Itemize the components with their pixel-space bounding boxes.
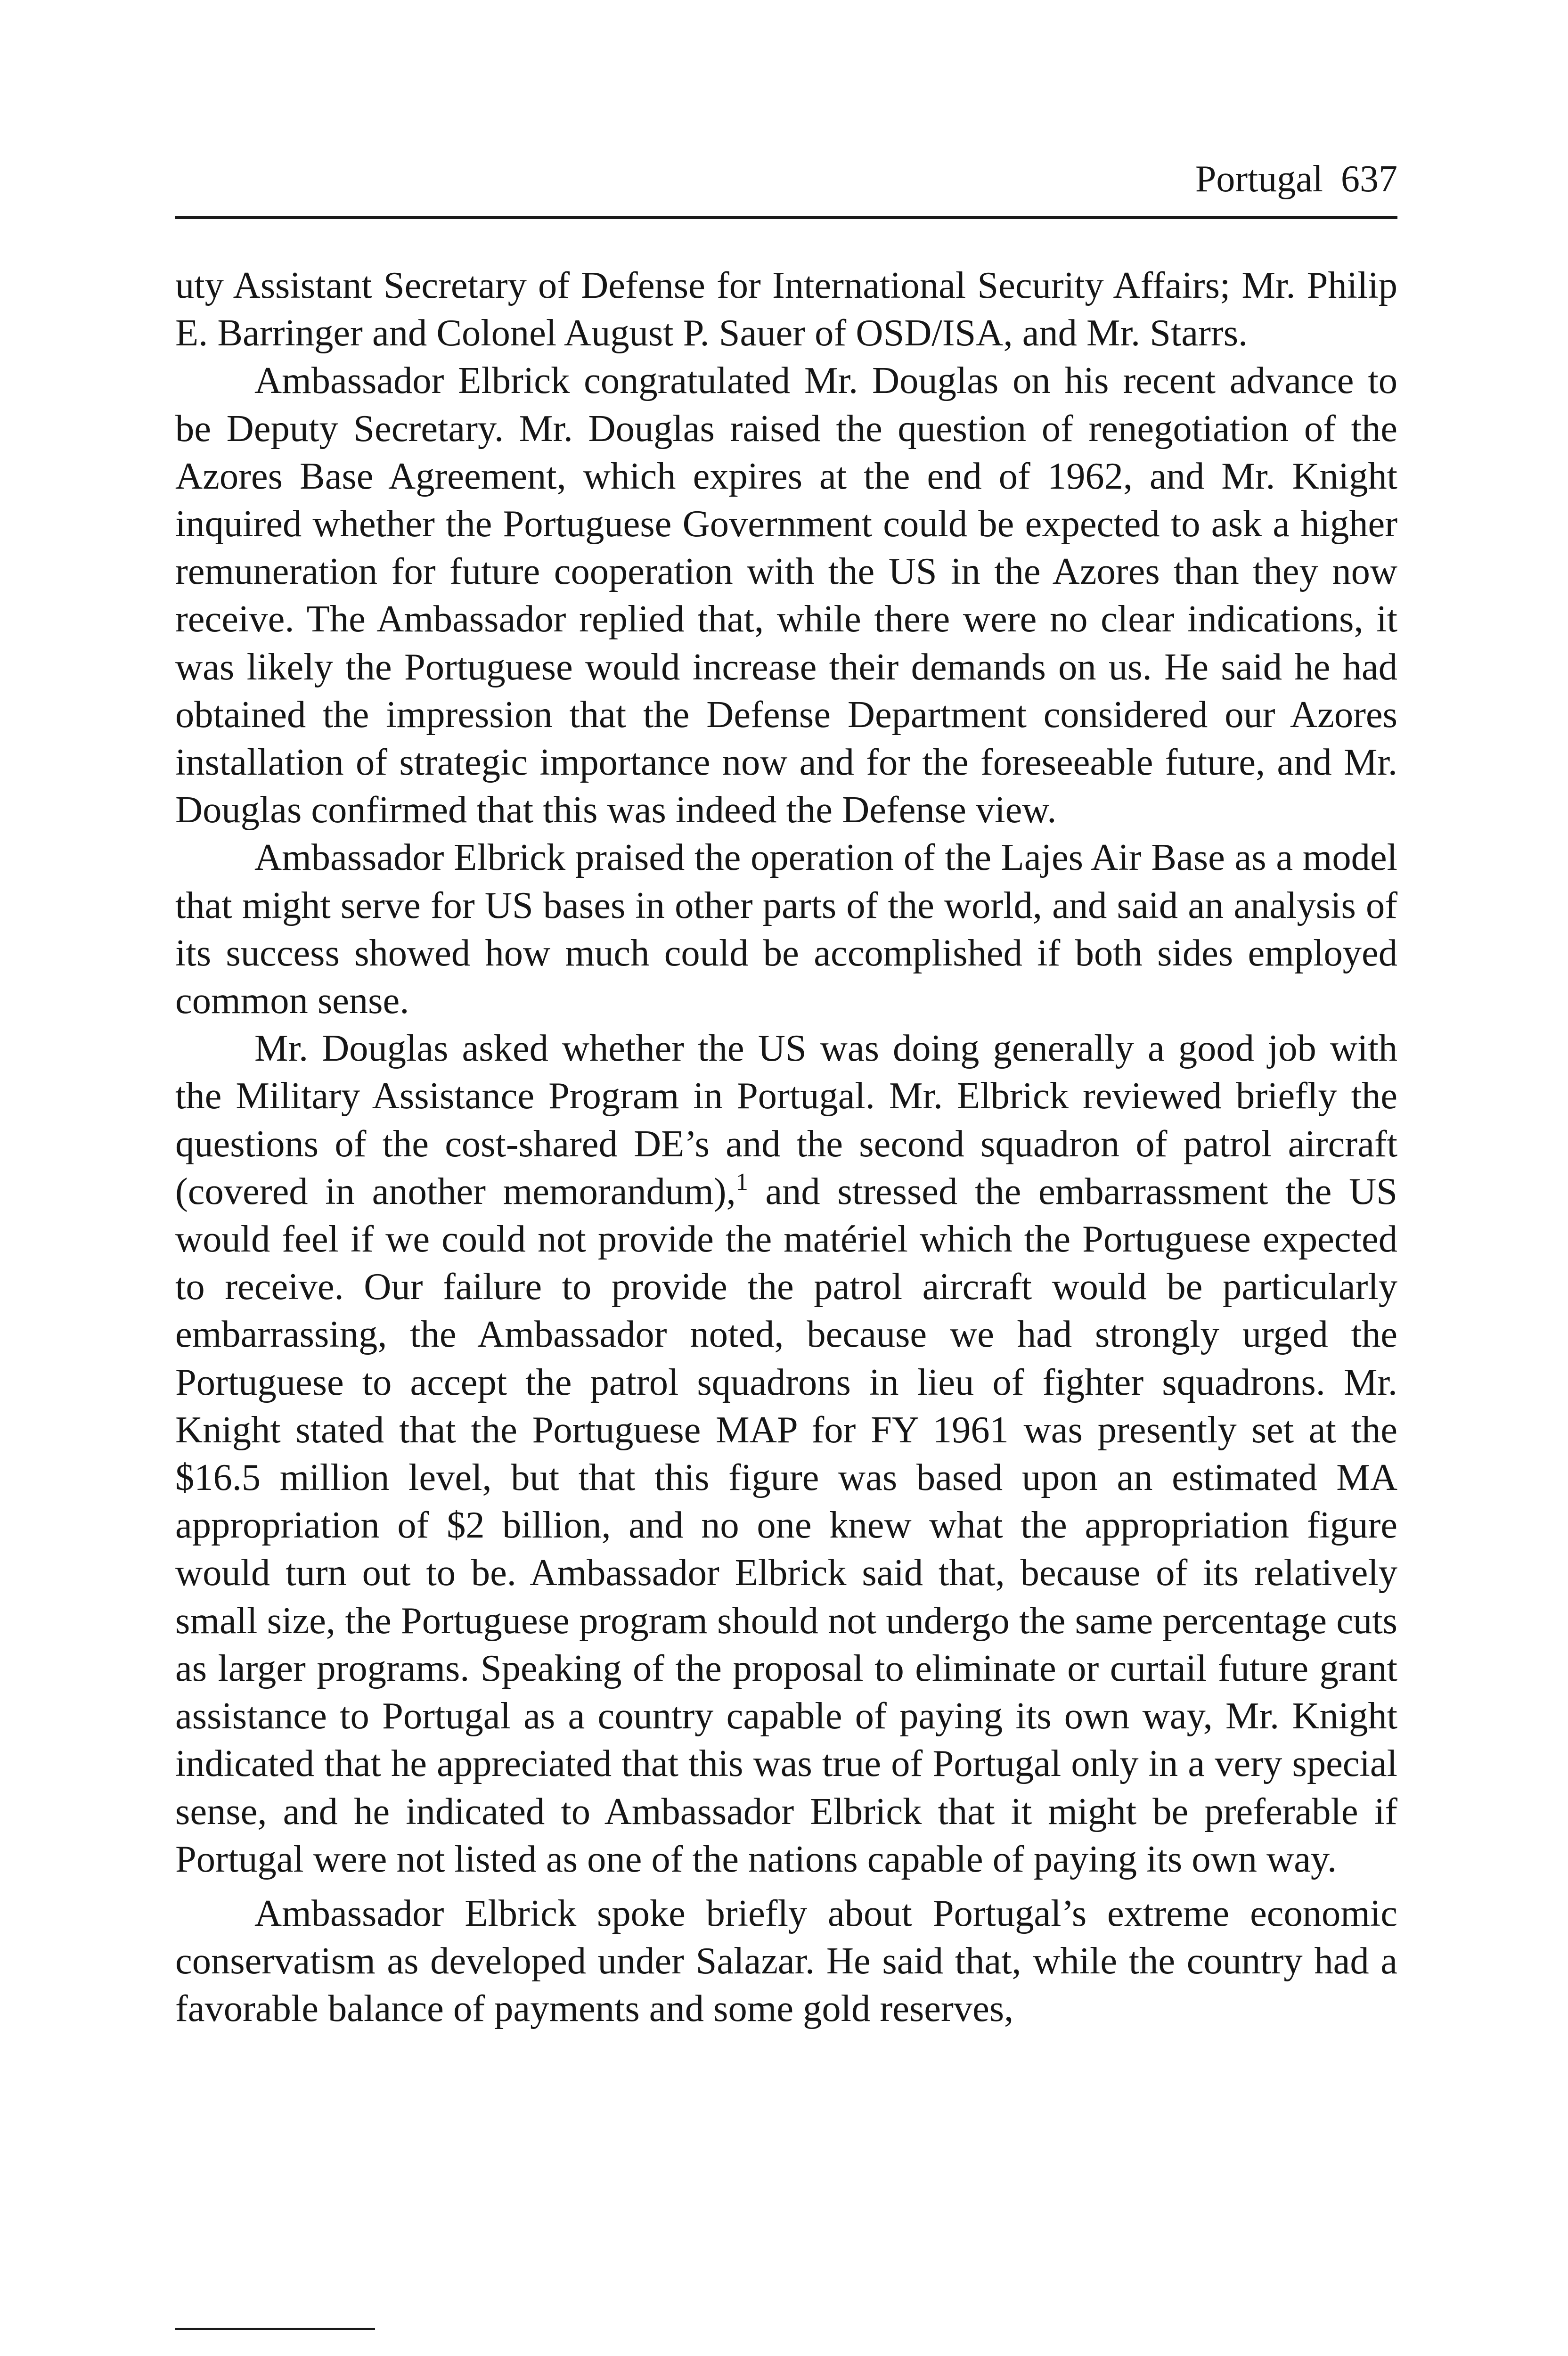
paragraph-4 bbox=[175, 1024, 1397, 1883]
document-page bbox=[175, 0, 1397, 2356]
paragraph-4-part-2: and stressed the embarrassment the US would feel if we could not provide the matériel which the Portuguese expected to receive. Our failure to provide the patrol aircraft would be particularly embarrassing, the Ambassador noted, because we had strongly urged the Portuguese to accept the patrol squadrons in lieu of fighter squadrons. Mr. Knight stated that the Portuguese MAP for FY 1961 was presently set at the $16.5 million level, but that this figure was based upon an estimated MA appropriation of $2 billion, and no one knew what the appropriation figure would turn out to be. Ambassador Elbrick said that, because of its relatively small size, the Portuguese program should not undergo the same percentage cuts as larger programs. Speaking of the proposal to eliminate or curtail future grant assistance to Portugal as a country capable of paying its own way, Mr. Knight indicated that he appreciated that this was true of Portugal only in a very special sense, and he indicated to Ambassador Elbrick that it might be preferable if Portugal were not listed as one of the nations capable of paying its own way. bbox=[175, 1170, 1397, 1880]
paragraph-5: Ambassador Elbrick spoke briefly about Portugal’s extreme economic conservatism as developed under Salazar. He said that, while the country had a favorable balance of payments and some gold reserves, bbox=[175, 1892, 1397, 2030]
footnote-rule bbox=[175, 2328, 375, 2330]
paragraph-2: Ambassador Elbrick congratulated Mr. Douglas on his recent advance to be Deputy Secretary. Mr. Douglas raised the question of renegotiation of the Azores Base Agreement, which expires at the end of 1962, and Mr. Knight inquired whether the Portuguese Government could be expected to ask a higher remuneration for future cooperation with the US in the Azores than they now receive. The Ambassador replied that, while there were no clear indications, it was likely the Portuguese would increase their demands on us. He said he had obtained the impression that the Defense Department considered our Azores installation of strategic importance now and for the foreseeable future, and Mr. Douglas confirmed that this was indeed the Defense view. bbox=[175, 360, 1397, 831]
running-head bbox=[1195, 160, 1397, 198]
paragraph-1: uty Assistant Secretary of Defense for International Security Affairs; Mr. Philip E. Barringer and Colonel August P. Sauer of OSD/ISA, and Mr. Starrs. bbox=[175, 264, 1397, 354]
header-rule bbox=[175, 216, 1397, 219]
paragraph-3: Ambassador Elbrick praised the operation of the Lajes Air Base as a model that might serve for US bases in other parts of the world, and said an analysis of its success showed how much could be accomplished if both sides employed common sense. bbox=[175, 836, 1397, 1022]
footnote-reference: 1 bbox=[735, 1168, 748, 1195]
running-title: Portugal bbox=[1195, 158, 1323, 200]
paragraph-4-part-1: Mr. Douglas asked whether the US was doing generally a good job with the Military Assistance Program in Portugal. Mr. Elbrick reviewed briefly the questions of the cost-shared DE’s and the second squadron of patrol aircraft (covered in another memorandum), bbox=[175, 1027, 1397, 1212]
page-number: 637 bbox=[1341, 158, 1397, 200]
body-text bbox=[175, 262, 1397, 2033]
